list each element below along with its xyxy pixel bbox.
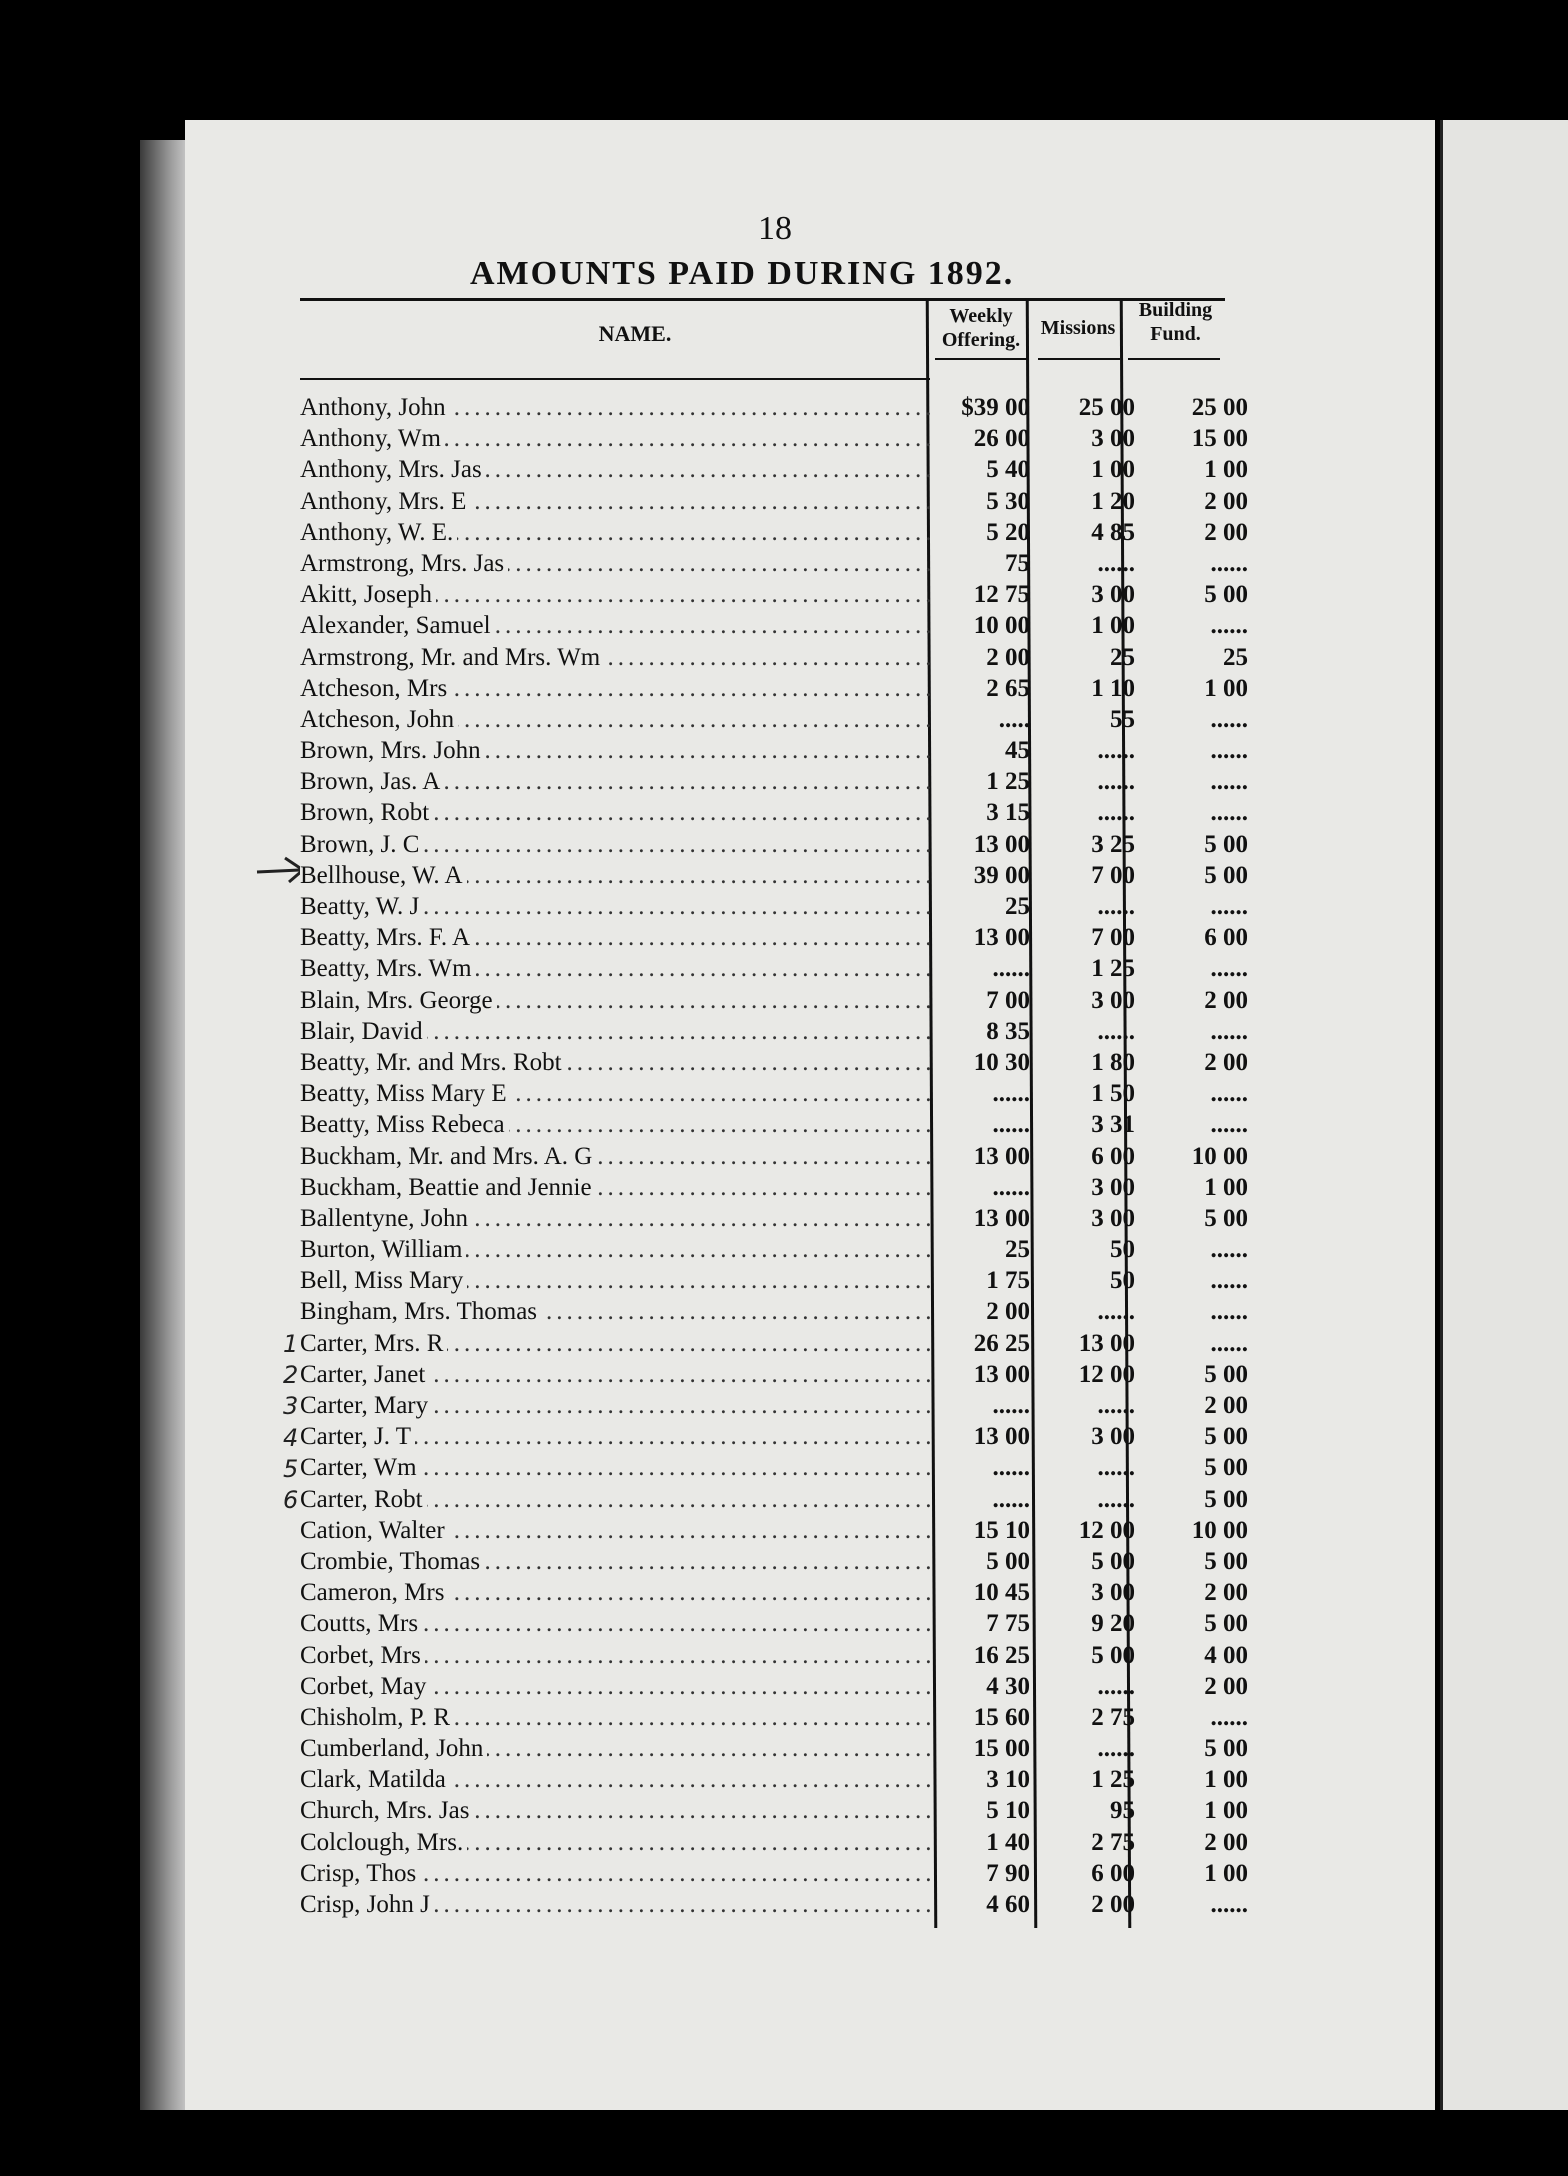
weekly-offering-amount: 10 00 xyxy=(973,612,1030,640)
table-row xyxy=(300,1484,1250,1515)
contributor-name: Crombie, Thomas ..... xyxy=(300,1548,930,1576)
weekly-offering-amount: 8 35 xyxy=(986,1017,1030,1045)
table-row xyxy=(300,1546,1250,1577)
building-fund-amount: ...... xyxy=(1210,612,1248,640)
building-fund-amount: 2 00 xyxy=(1204,986,1248,1014)
contributor-name: Anthony, Mrs. E ..... xyxy=(300,488,930,516)
weekly-offering-amount: ...... xyxy=(992,1454,1030,1482)
missions-amount: 50 xyxy=(1110,1236,1135,1264)
building-fund-amount: 5 00 xyxy=(1204,1547,1248,1575)
weekly-offering-amount: 1 40 xyxy=(986,1828,1030,1856)
contributor-name: Bell, Miss Mary ..... xyxy=(300,1267,930,1295)
weekly-offering-amount: 1 75 xyxy=(986,1267,1030,1295)
missions-amount: ...... xyxy=(1097,1392,1135,1419)
building-fund-amount: ...... xyxy=(1210,1236,1248,1264)
table-row xyxy=(300,766,1250,797)
weekly-offering-amount: 5 30 xyxy=(986,487,1030,515)
building-fund-amount: 1 00 xyxy=(1204,1797,1248,1825)
weekly-offering-amount: 13 00 xyxy=(973,1360,1030,1388)
building-fund-amount: ...... xyxy=(1210,737,1248,765)
pencil-annotation: 1 xyxy=(283,1330,299,1358)
contributor-name: Beatty, Miss Mary E ..... xyxy=(300,1080,930,1108)
pencil-annotation: 4 xyxy=(283,1423,299,1452)
weekly-offering-amount: 15 00 xyxy=(973,1735,1030,1763)
building-fund-amount: ...... xyxy=(1210,549,1248,577)
contributor-name: Crisp, John J ..... xyxy=(300,1891,930,1919)
missions-amount: 1 25 xyxy=(1091,955,1135,983)
building-fund-amount: 2 00 xyxy=(1204,1392,1248,1419)
table-row xyxy=(300,1827,1250,1858)
missions-amount: 3 00 xyxy=(1091,1579,1135,1607)
weekly-offering-amount: 7 75 xyxy=(986,1610,1030,1638)
contributor-name: Ballentyne, John ..... xyxy=(300,1205,930,1233)
weekly-offering-amount: 75 xyxy=(1005,549,1030,577)
missions-amount: 1 10 xyxy=(1091,674,1135,702)
missions-amount: ...... xyxy=(1097,1298,1135,1326)
adjacent-page-edge xyxy=(1440,120,1568,2110)
building-fund-amount: 5 00 xyxy=(1204,830,1248,858)
building-fund-amount: 5 00 xyxy=(1204,1204,1248,1232)
weekly-offering-amount: 3 15 xyxy=(986,799,1030,827)
missions-amount: 3 00 xyxy=(1091,425,1135,453)
missions-amount: ...... xyxy=(1097,1672,1135,1700)
contributor-name: Armstrong, Mrs. Jas ..... xyxy=(300,550,930,578)
table-row xyxy=(300,1764,1250,1795)
missions-amount: 50 xyxy=(1110,1267,1135,1295)
weekly-offering-amount: 45 xyxy=(1005,737,1030,765)
missions-amount: ...... xyxy=(1097,1017,1135,1045)
building-fund-amount: 5 00 xyxy=(1204,861,1248,889)
contributor-name: Beatty, Miss Rebeca ..... xyxy=(300,1111,930,1139)
weekly-offering-amount: ...... xyxy=(992,1392,1030,1419)
building-fund-amount: 1 00 xyxy=(1204,674,1248,702)
weekly-offering-amount: ...... xyxy=(992,955,1030,983)
contributor-name: Cameron, Mrs ..... xyxy=(300,1579,930,1607)
table-row xyxy=(300,579,1250,610)
contributor-name: Burton, William ..... xyxy=(300,1236,930,1264)
building-header-rule xyxy=(1128,358,1220,360)
ledger-rows xyxy=(300,392,1250,1920)
weekly-offering-amount: 26 25 xyxy=(973,1329,1030,1357)
building-fund-amount: 2 00 xyxy=(1204,1048,1248,1076)
missions-amount: 25 xyxy=(1110,643,1135,671)
contributor-name: Buckham, Beattie and Jennie ..... xyxy=(300,1174,930,1202)
missions-amount: ...... xyxy=(1097,799,1135,827)
building-fund-amount: ...... xyxy=(1210,1267,1248,1295)
missions-amount: 3 00 xyxy=(1091,1204,1135,1232)
pencil-annotation: 6 xyxy=(283,1486,299,1514)
contributor-name: Chisholm, P. R ..... xyxy=(300,1704,930,1732)
table-row xyxy=(300,1452,1250,1483)
missions-header: Missions xyxy=(1040,317,1116,339)
table-row xyxy=(300,454,1250,485)
contributor-name: Colclough, Mrs. ..... xyxy=(300,1829,930,1857)
contributor-name: Akitt, Joseph ..... xyxy=(300,581,930,609)
weekly-offering-amount: 25 xyxy=(1005,893,1030,920)
table-row xyxy=(300,1296,1250,1327)
building-fund-amount: ...... xyxy=(1210,705,1248,733)
building-fund-amount: 6 00 xyxy=(1204,924,1248,952)
weekly-offering-amount: ...... xyxy=(992,1080,1030,1108)
missions-amount: 3 00 xyxy=(1091,1173,1135,1201)
weekly-offering-amount: 39 00 xyxy=(973,861,1030,889)
missions-amount: 25 00 xyxy=(1078,394,1135,421)
contributor-name: Atcheson, John ..... xyxy=(300,706,930,734)
building-fund-header: Building Fund. xyxy=(1138,299,1213,345)
table-row xyxy=(300,1671,1250,1702)
missions-amount: ...... xyxy=(1097,768,1135,796)
contributor-name: Beatty, Mrs. F. A ..... xyxy=(300,924,930,952)
weekly-offering-amount: 2 65 xyxy=(986,674,1030,702)
building-fund-amount: ...... xyxy=(1210,1891,1248,1918)
weekly-offering-amount: 10 45 xyxy=(973,1579,1030,1607)
building-fund-amount: 5 00 xyxy=(1204,1454,1248,1482)
building-fund-amount: 1 00 xyxy=(1204,1766,1248,1794)
missions-amount: 6 00 xyxy=(1091,1142,1135,1170)
table-row xyxy=(300,642,1250,673)
weekly-offering-amount: $39 00 xyxy=(961,394,1030,421)
table-row xyxy=(300,1733,1250,1764)
missions-amount: ...... xyxy=(1097,893,1135,920)
contributor-name: Brown, J. C ..... xyxy=(300,831,930,859)
weekly-offering-amount: 13 00 xyxy=(973,924,1030,952)
missions-amount: ...... xyxy=(1097,1735,1135,1763)
contributor-name: Anthony, Mrs. Jas ..... xyxy=(300,456,930,484)
contributor-name: Brown, Mrs. John ..... xyxy=(300,737,930,765)
missions-amount: ...... xyxy=(1097,1454,1135,1482)
building-fund-amount: 5 00 xyxy=(1204,1360,1248,1388)
table-row xyxy=(300,673,1250,704)
page-number: 18 xyxy=(758,210,792,247)
contributor-name: Bellhouse, W. A ..... xyxy=(300,862,930,890)
building-fund-amount: 5 00 xyxy=(1204,1610,1248,1638)
table-row xyxy=(300,1016,1250,1047)
weekly-offering-amount: 4 60 xyxy=(986,1891,1030,1918)
building-fund-amount: 5 00 xyxy=(1204,581,1248,609)
weekly-offering-amount: 5 40 xyxy=(986,456,1030,484)
table-row xyxy=(300,1141,1250,1172)
table-row xyxy=(300,797,1250,828)
building-fund-amount: 2 00 xyxy=(1204,1579,1248,1607)
table-row xyxy=(300,1078,1250,1109)
weekly-offering-amount: ...... xyxy=(992,1111,1030,1139)
building-fund-amount: 2 00 xyxy=(1204,1672,1248,1700)
weekly-offering-amount: 2 00 xyxy=(986,643,1030,671)
contributor-name: Bingham, Mrs. Thomas ..... xyxy=(300,1298,930,1326)
weekly-offering-amount: 5 00 xyxy=(986,1547,1030,1575)
contributor-name: Brown, Jas. A ..... xyxy=(300,768,930,796)
weekly-offering-amount: 15 10 xyxy=(973,1516,1030,1544)
missions-amount: 6 00 xyxy=(1091,1859,1135,1887)
contributor-name: Carter, Janet ..... xyxy=(300,1361,930,1389)
contributor-name: Blair, David ..... xyxy=(300,1018,930,1046)
building-fund-amount: ...... xyxy=(1210,1017,1248,1045)
table-row xyxy=(300,704,1250,735)
building-fund-amount: ...... xyxy=(1210,1111,1248,1139)
building-fund-amount: 2 00 xyxy=(1204,518,1248,546)
weekly-offering-amount: 2 00 xyxy=(986,1298,1030,1326)
table-row xyxy=(300,392,1250,423)
page-title: AMOUNTS PAID DURING 1892. xyxy=(470,255,1015,292)
contributor-name: Buckham, Mr. and Mrs. A. G ..... xyxy=(300,1143,930,1171)
weekly-offering-amount: 5 10 xyxy=(986,1797,1030,1825)
building-fund-amount: 5 00 xyxy=(1204,1735,1248,1763)
missions-amount: 1 00 xyxy=(1091,456,1135,484)
building-fund-amount: 4 00 xyxy=(1204,1641,1248,1669)
table-row xyxy=(300,1889,1250,1920)
missions-amount: 3 00 xyxy=(1091,986,1135,1014)
building-fund-amount: ...... xyxy=(1210,893,1248,920)
table-row xyxy=(300,423,1250,454)
missions-amount: 3 00 xyxy=(1091,1423,1135,1451)
missions-amount: 2 75 xyxy=(1091,1828,1135,1856)
table-row xyxy=(300,735,1250,766)
header-bottom-rule xyxy=(300,378,930,380)
missions-amount: 95 xyxy=(1110,1797,1135,1825)
contributor-name: Beatty, Mrs. Wm ..... xyxy=(300,955,930,983)
missions-amount: 1 00 xyxy=(1091,612,1135,640)
table-row xyxy=(300,1265,1250,1296)
building-fund-amount: 25 00 xyxy=(1191,394,1248,421)
table-row xyxy=(300,1234,1250,1265)
weekly-offering-amount: 16 25 xyxy=(973,1641,1030,1669)
weekly-offering-amount: 13 00 xyxy=(973,1204,1030,1232)
missions-header-rule xyxy=(1038,358,1120,360)
missions-amount: 12 00 xyxy=(1078,1360,1135,1388)
missions-amount: 7 00 xyxy=(1091,861,1135,889)
weekly-offering-amount: ...... xyxy=(992,1173,1030,1201)
pencil-annotation: 5 xyxy=(283,1454,299,1483)
weekly-offering-header: Weekly Offering. xyxy=(941,305,1021,351)
table-row xyxy=(300,1421,1250,1452)
contributor-name: Anthony, W. E. ..... xyxy=(300,519,930,547)
contributor-name: Crisp, Thos ..... xyxy=(300,1860,930,1888)
building-fund-amount: 2 00 xyxy=(1204,1828,1248,1856)
contributor-name: Coutts, Mrs ..... xyxy=(300,1610,930,1638)
missions-amount: 2 00 xyxy=(1091,1891,1135,1918)
weekly-offering-amount: 13 00 xyxy=(973,1423,1030,1451)
missions-amount: ...... xyxy=(1097,549,1135,577)
contributor-name: Anthony, Wm ..... xyxy=(300,425,930,453)
building-fund-amount: 1 00 xyxy=(1204,1859,1248,1887)
contributor-name: Armstrong, Mr. and Mrs. Wm ..... xyxy=(300,644,930,672)
table-row xyxy=(300,1203,1250,1234)
building-fund-amount: ...... xyxy=(1210,799,1248,827)
missions-amount: 4 85 xyxy=(1091,518,1135,546)
table-row xyxy=(300,1608,1250,1639)
missions-amount: 1 20 xyxy=(1091,487,1135,515)
building-fund-amount: ...... xyxy=(1210,1703,1248,1731)
building-fund-amount: 1 00 xyxy=(1204,1173,1248,1201)
contributor-name: Carter, J. T ..... xyxy=(300,1423,930,1451)
missions-amount: 12 00 xyxy=(1078,1516,1135,1544)
pencil-annotation: 2 xyxy=(283,1361,299,1390)
missions-amount: 55 xyxy=(1110,705,1135,733)
building-fund-amount: 2 00 xyxy=(1204,487,1248,515)
contributor-name: Beatty, Mr. and Mrs. Robt ..... xyxy=(300,1049,930,1077)
missions-amount: 1 50 xyxy=(1091,1080,1135,1108)
table-row xyxy=(300,1047,1250,1078)
contributor-name: Carter, Wm ..... xyxy=(300,1454,930,1482)
book-spine xyxy=(140,140,190,2110)
weekly-offering-amount: 5 20 xyxy=(986,518,1030,546)
missions-amount: 3 00 xyxy=(1091,581,1135,609)
building-fund-amount: 1 00 xyxy=(1204,456,1248,484)
building-fund-amount: ...... xyxy=(1210,768,1248,796)
table-row xyxy=(300,1172,1250,1203)
title-underline xyxy=(300,298,1225,301)
weekly-offering-amount: 7 00 xyxy=(986,986,1030,1014)
weekly-offering-amount: 26 00 xyxy=(973,425,1030,453)
weekly-offering-amount: 12 75 xyxy=(973,581,1030,609)
contributor-name: Blain, Mrs. George ..... xyxy=(300,987,930,1015)
pencil-annotation: 3 xyxy=(283,1392,299,1421)
missions-amount: 3 25 xyxy=(1091,830,1135,858)
building-fund-amount: ...... xyxy=(1210,1298,1248,1326)
table-row xyxy=(300,1390,1250,1421)
table-row xyxy=(300,610,1250,641)
weekly-offering-amount: 4 30 xyxy=(986,1672,1030,1700)
weekly-offering-amount: ...... xyxy=(992,1485,1030,1513)
weekly-offering-amount: 25 xyxy=(1005,1236,1030,1264)
weekly-offering-amount: 13 00 xyxy=(973,830,1030,858)
weekly-offering-amount: 3 10 xyxy=(986,1766,1030,1794)
missions-amount: ...... xyxy=(1097,1485,1135,1513)
contributor-name: Brown, Robt ..... xyxy=(300,799,930,827)
missions-amount: 13 00 xyxy=(1078,1329,1135,1357)
missions-amount: 9 20 xyxy=(1091,1610,1135,1638)
table-row xyxy=(300,517,1250,548)
contributor-name: Cation, Walter ..... xyxy=(300,1517,930,1545)
building-fund-amount: 10 00 xyxy=(1191,1142,1248,1170)
contributor-name: Alexander, Samuel ..... xyxy=(300,612,930,640)
contributor-name: Cumberland, John ..... xyxy=(300,1735,930,1763)
building-fund-amount: 15 00 xyxy=(1191,425,1248,453)
weekly-offering-amount: 10 30 xyxy=(973,1048,1030,1076)
table-row xyxy=(300,1702,1250,1733)
table-row xyxy=(300,1359,1250,1390)
weekly-header-rule xyxy=(935,358,1028,360)
building-fund-amount: ...... xyxy=(1210,1329,1248,1357)
contributor-name: Carter, Mary ..... xyxy=(300,1392,930,1420)
missions-amount: 2 75 xyxy=(1091,1703,1135,1731)
table-row xyxy=(300,1858,1250,1889)
weekly-offering-amount: 15 60 xyxy=(973,1703,1030,1731)
table-row xyxy=(300,1795,1250,1826)
table-row xyxy=(300,829,1250,860)
building-fund-amount: 5 00 xyxy=(1204,1485,1248,1513)
table-row xyxy=(300,1328,1250,1359)
contributor-name: Corbet, Mrs ..... xyxy=(300,1642,930,1670)
missions-amount: 5 00 xyxy=(1091,1641,1135,1669)
weekly-offering-amount: ..... xyxy=(998,705,1030,733)
building-fund-amount: ...... xyxy=(1210,1080,1248,1108)
contributor-name: Carter, Robt ..... xyxy=(300,1486,930,1514)
building-fund-amount: 25 xyxy=(1223,643,1248,671)
missions-amount: 3 31 xyxy=(1091,1111,1135,1139)
table-row xyxy=(300,985,1250,1016)
table-row xyxy=(300,1640,1250,1671)
building-fund-amount: 10 00 xyxy=(1191,1516,1248,1544)
contributor-name: Atcheson, Mrs ..... xyxy=(300,675,930,703)
contributor-name: Corbet, May ..... xyxy=(300,1673,930,1701)
missions-amount: 7 00 xyxy=(1091,924,1135,952)
missions-amount: ...... xyxy=(1097,737,1135,765)
table-row xyxy=(300,1577,1250,1608)
contributor-name: Clark, Matilda ..... xyxy=(300,1766,930,1794)
weekly-offering-amount: 7 90 xyxy=(986,1859,1030,1887)
table-row xyxy=(300,548,1250,579)
contributor-name: Church, Mrs. Jas ..... xyxy=(300,1797,930,1825)
contributor-name: Anthony, John ..... xyxy=(300,394,930,422)
table-row xyxy=(300,953,1250,984)
weekly-offering-amount: 13 00 xyxy=(973,1142,1030,1170)
table-row xyxy=(300,922,1250,953)
table-row xyxy=(300,486,1250,517)
weekly-offering-amount: 1 25 xyxy=(986,768,1030,796)
missions-amount: 1 80 xyxy=(1091,1048,1135,1076)
missions-amount: 5 00 xyxy=(1091,1547,1135,1575)
contributor-name: Carter, Mrs. R ..... xyxy=(300,1330,930,1358)
table-row xyxy=(300,860,1250,891)
missions-amount: 1 25 xyxy=(1091,1766,1135,1794)
building-fund-amount: 5 00 xyxy=(1204,1423,1248,1451)
table-row xyxy=(300,891,1250,922)
building-fund-amount: ...... xyxy=(1210,955,1248,983)
table-row xyxy=(300,1515,1250,1546)
name-column-header: NAME. xyxy=(598,321,672,346)
table-row xyxy=(300,1109,1250,1140)
contributor-name: Beatty, W. J ..... xyxy=(300,893,930,921)
